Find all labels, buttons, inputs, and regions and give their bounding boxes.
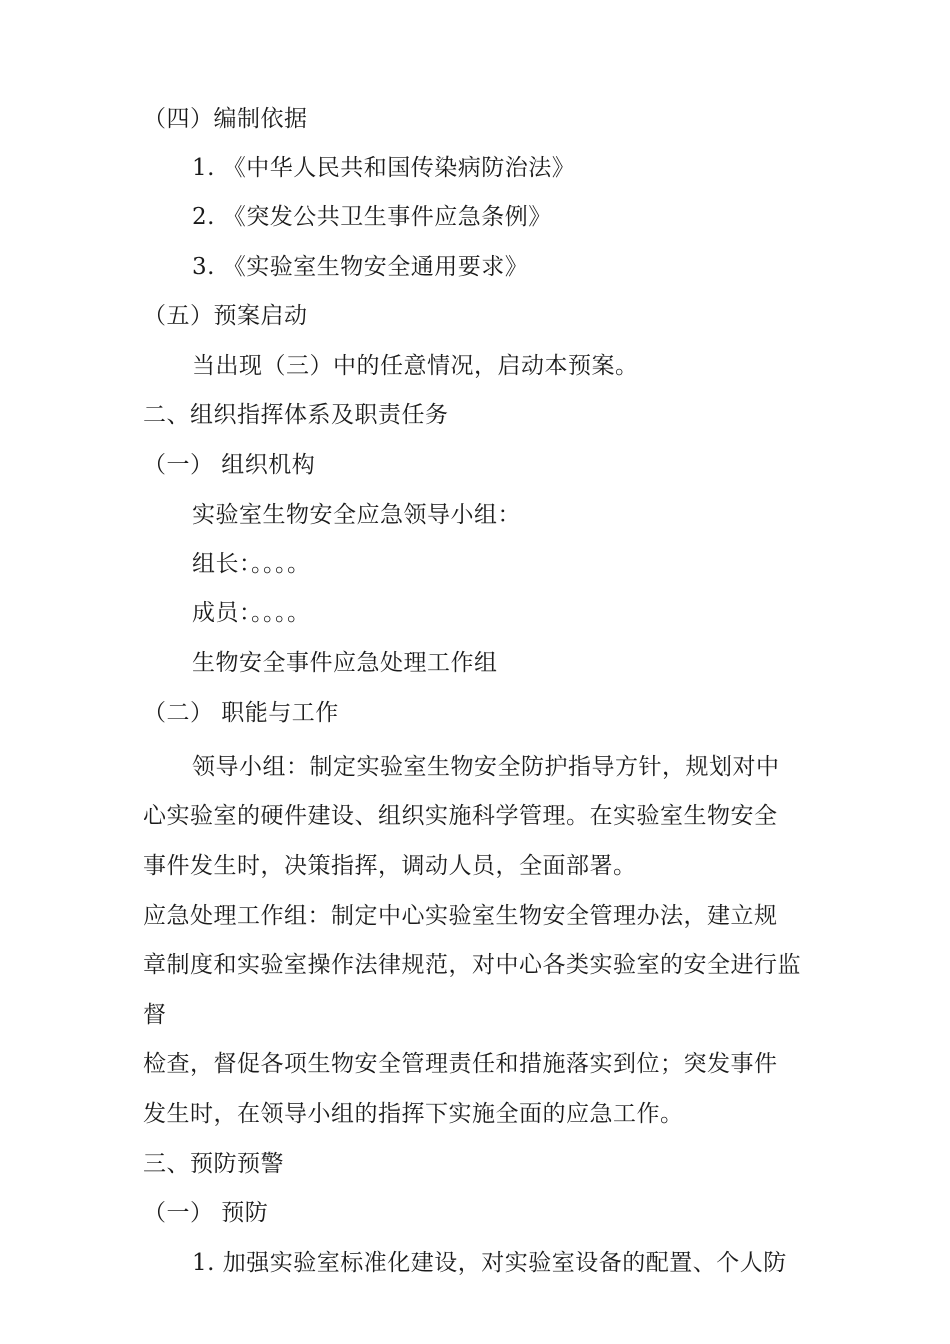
section-heading-structure: （一） 组织机构 (143, 452, 316, 478)
paragraph: 实验室生物安全应急领导小组： (192, 502, 521, 528)
section-heading-activation: （五）预案启动 (143, 303, 308, 329)
paragraph-line: 事件发生时，决策指挥，调动人员，全面部署。 (143, 853, 637, 879)
section-heading-prevent: （一） 预防 (143, 1200, 269, 1226)
list-item: 2. 《突发公共卫生事件应急条例》 (192, 204, 552, 230)
paragraph: 当出现（三）中的任意情况，启动本预案。 (192, 353, 639, 379)
paragraph-line: 领导小组：制定实验室生物安全防护指导方针，规划对中 (192, 754, 780, 780)
paragraph: 组长：。。。。 (192, 551, 311, 577)
list-item: 1. 加强实验室标准化建设，对实验室设备的配置、个人防 (192, 1250, 787, 1276)
chapter-heading-organization: 二、组织指挥体系及职责任务 (143, 402, 449, 428)
section-heading-basis: （四）编制依据 (143, 106, 308, 132)
list-item: 1. 《中华人民共和国传染病防治法》 (192, 155, 576, 181)
chapter-heading-prevention: 三、预防预警 (143, 1151, 284, 1177)
paragraph: 生物安全事件应急处理工作组 (192, 650, 498, 676)
paragraph-line: 章制度和实验室操作法律规范，对中心各类实验室的安全进行监 (143, 952, 801, 978)
list-item: 3. 《实验室生物安全通用要求》 (192, 254, 529, 280)
paragraph-line: 应急处理工作组：制定中心实验室生物安全管理办法，建立规 (143, 903, 778, 929)
paragraph: 成员：。。。。 (192, 600, 311, 626)
paragraph-line: 检查，督促各项生物安全管理责任和措施落实到位；突发事件 (143, 1051, 778, 1077)
paragraph-line: 心实验室的硬件建设、组织实施科学管理。在实验室生物安全 (143, 803, 778, 829)
paragraph-line: 发生时，在领导小组的指挥下实施全面的应急工作。 (143, 1101, 684, 1127)
paragraph-line: 督 (143, 1002, 167, 1028)
section-heading-duties: （二） 职能与工作 (143, 700, 339, 726)
